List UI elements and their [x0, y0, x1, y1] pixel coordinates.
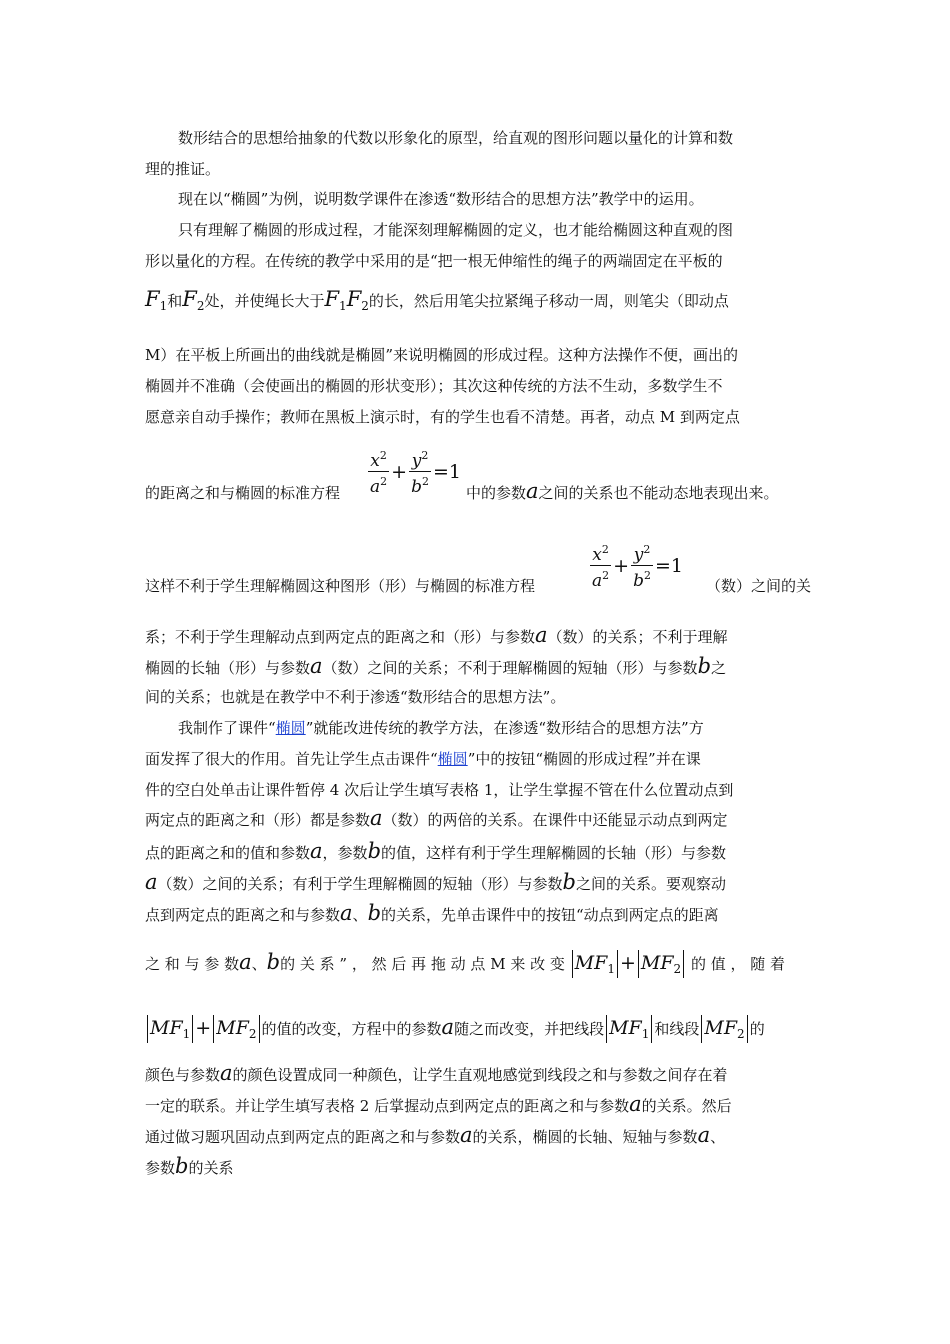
p4-line-1b: （数）之间的关: [706, 577, 812, 595]
p4-line-3: 椭圆的长轴（形）与参数a（数）之间的关系；不利于理解椭圆的短轴（形）与参数b之: [145, 654, 727, 678]
math-a: a: [310, 839, 323, 863]
p5-line-12: 通过做习题巩固动点到两定点的距离之和与参数a的关系，椭圆的长轴、短轴与参数a、: [145, 1123, 726, 1147]
math-a: a: [697, 1123, 711, 1147]
abs-MF1-plus-MF2: $MF_1 + MF_2$: [145, 1017, 262, 1039]
abs-MF1: $MF_1$: [604, 1017, 654, 1039]
math-a: a: [460, 1123, 473, 1147]
ellipse-equation-1: $\frac{x^2}{a^2}$ + $\frac{y^2}{b^2}$ =1: [368, 446, 461, 497]
math-a: a: [526, 479, 539, 503]
math-b: b: [266, 950, 281, 974]
abs-MF1-plus-MF2: $MF_1 + MF_2$: [570, 952, 687, 974]
ellipse-equation-2: $\frac{x^2}{a^2}$ + $\frac{y^2}{b^2}$ =1: [590, 540, 683, 591]
p3-line-2: 形以量化的方程。在传统的教学中采用的是“把一根无伸缩性的绳子的两端固定在平板的: [145, 252, 723, 270]
p5-line-4: 两定点的距离之和（形）都是参数a（数）的两倍的关系。在课件中还能显示动点到两定: [145, 806, 728, 830]
math-a: a: [370, 806, 383, 830]
p4-line-1a: 这样不利于学生理解椭圆这种图形（形）与椭圆的标准方程: [145, 577, 536, 595]
math-b: b: [697, 654, 712, 678]
p3-line-6: 愿意亲自动手操作；教师在黑板上演示时，有的学生也看不清楚。再者，动点 M 到两定点: [145, 408, 740, 426]
math-a: a: [310, 654, 323, 678]
abs-MF2: $MF_2$: [699, 1017, 749, 1039]
p1-line-2: 理的推证。: [145, 160, 221, 178]
math-F2: $F_2$: [182, 287, 205, 313]
p3-line-7b: 中的参数a之间的关系也不能动态地表现出来。: [466, 479, 779, 503]
p5-line-11: 一定的联系。并让学生填写表格 2 后掌握动点到两定点的距离之和与参数a的关系。然后: [145, 1092, 732, 1116]
p1-line-1: 数形结合的思想给抽象的代数以形象化的原型，给直观的图形问题以量化的计算和数: [178, 129, 734, 147]
p4-line-2: 系；不利于学生理解动点到两定点的距离之和（形）与参数a（数）的关系；不利于理解: [145, 623, 728, 647]
p5-line-8: 之 和 与 参 数a、b的 关 系 ” ， 然 后 再 拖 动 点 M 来 改 变 $MF_1 + MF_2$ 的 值 ， 随 着: [145, 950, 786, 976]
p5-line-5: 点的距离之和的值和参数a，参数b的值，这样有利于学生理解椭圆的长轴（形）与参数: [145, 839, 727, 863]
math-a: a: [239, 950, 252, 974]
math-a: a: [441, 1015, 455, 1039]
p3-line-5: 椭圆并不准确（会使画出的椭圆的形状变形）；其次这种传统的方法不生动，多数学生不: [145, 377, 723, 395]
p5-line-9: $MF_1 + MF_2$ 的值的改变，方程中的参数a随之而改变，并把线段 $MF_1$ 和线段 $MF_2$ 的: [145, 1015, 765, 1044]
math-b: b: [175, 1154, 189, 1178]
p5-line-13: 参数b的关系: [145, 1154, 234, 1178]
p2-line-1: 现在以“椭圆”为例，说明数学课件在渗透“数形结合的思想方法”教学中的运用。: [178, 190, 704, 208]
p5-line-3: 件的空白处单击让课件暂停 4 次后让学生填写表格 1，让学生掌握不管在什么位置动点到: [145, 781, 734, 799]
ellipse-link-1[interactable]: 椭圆: [275, 719, 306, 737]
math-F1F2: $F_1F_2$: [324, 287, 369, 313]
p5-line-10: 颜色与参数a的颜色设置成同一种颜色，让学生直观地感觉到线段之和与参数之间存在着: [145, 1061, 728, 1085]
math-b: b: [367, 901, 382, 925]
p3-line-4: M）在平板上所画出的曲线就是椭圆”来说明椭圆的形成过程。这种方法操作不便，画出的: [145, 346, 739, 364]
math-a: a: [220, 1061, 233, 1085]
math-b: b: [562, 870, 576, 894]
p5-line-7: 点到两定点的距离之和与参数a、b的关系，先单击课件中的按钮“动点到两定点的距离: [145, 901, 719, 925]
p4-line-4: 间的关系；也就是在教学中不利于渗透“数形结合的思想方法”。: [145, 688, 566, 706]
math-a: a: [340, 901, 353, 925]
ellipse-link-2[interactable]: 椭圆: [437, 750, 468, 768]
p5-line-2: 面发挥了很大的作用。首先让学生点击课件“椭圆”中的按钮“椭圆的形成过程”并在课: [145, 750, 701, 768]
math-a: a: [629, 1092, 642, 1116]
p3-line-1: 只有理解了椭圆的形成过程，才能深刻理解椭圆的定义，也才能给椭圆这种直观的图: [178, 221, 734, 239]
math-F1: $F_1$: [145, 287, 168, 313]
math-a: a: [535, 623, 548, 647]
math-a: a: [145, 870, 158, 894]
p5-line-1: 我制作了课件“椭圆”就能改进传统的教学方法，在渗透“数形结合的思想方法”方: [178, 719, 704, 737]
p3-line-3: $F_1$和$F_2$处，并使绳长大于$F_1F_2$的长，然后用笔尖拉紧绳子移动一周，则笔尖（即动点: [145, 287, 729, 313]
math-b: b: [367, 839, 382, 863]
p3-line-7a: 的距离之和与椭圆的标准方程: [145, 484, 341, 502]
p5-line-6: a（数）之间的关系；有利于学生理解椭圆的短轴（形）与参数b之间的关系。要观察动: [145, 870, 727, 894]
